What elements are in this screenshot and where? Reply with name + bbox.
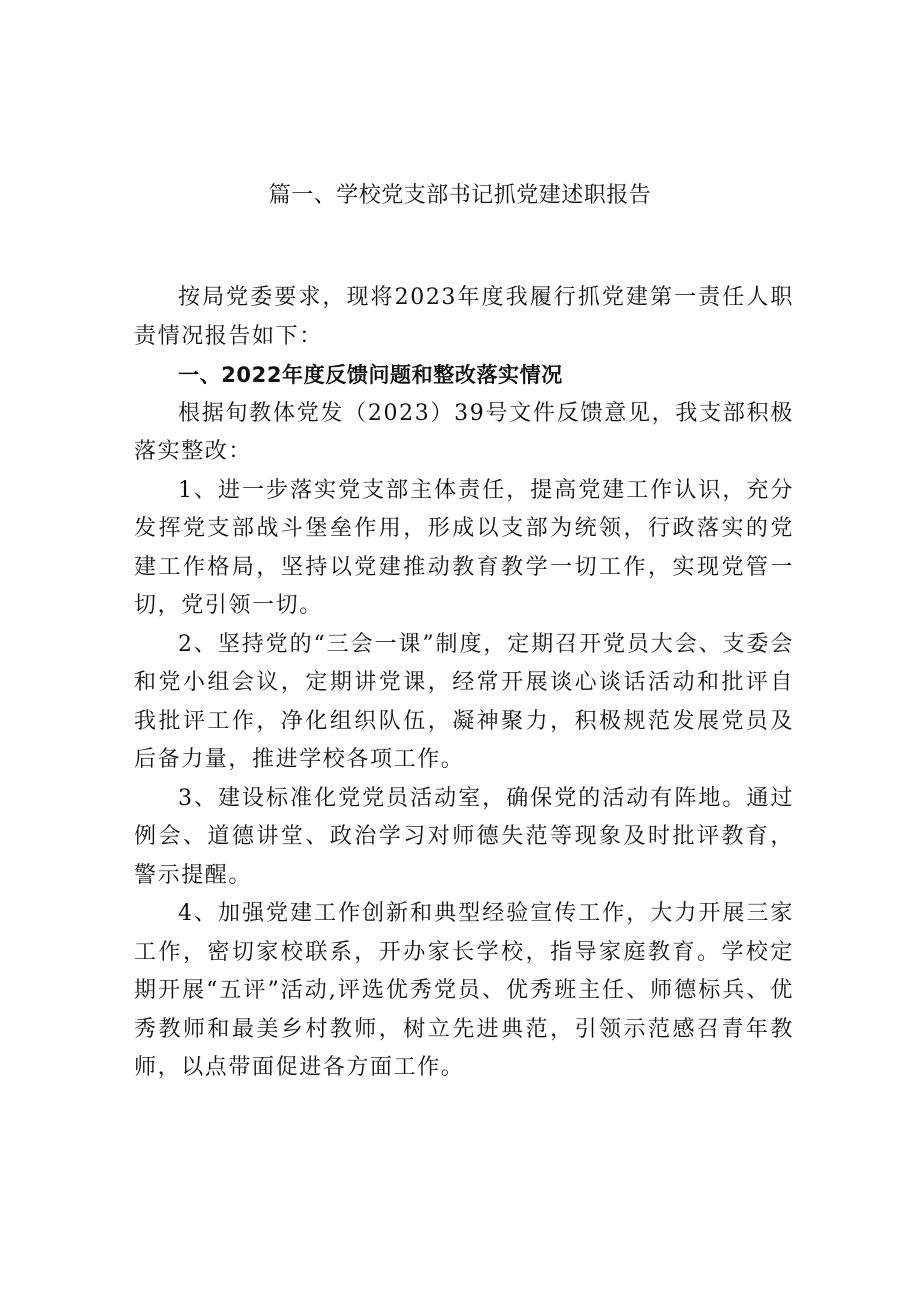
paragraph-item-2: 2、坚持党的“三会一课”制度，定期召开党员大会、支委会和党小组会议，定期讲党课，经常开展谈心谈话活动和批评自我批评工作，净化组织队伍，凝神聚力，积极规范发展党员及后备力量，推进学校各项工作。 xyxy=(134,631,794,772)
paragraph-item-4: 4、加强党建工作创新和典型经验宣传工作，大力开展三家工作，密切家校联系，开办家长学校，指导家庭教育。学校定期开展“五评”活动,评选优秀党员、优秀班主任、师德标兵、优秀教师和最美乡村教师，树立先进典范，引领示范感召青年教师，以点带面促进各方面工作。 xyxy=(134,901,794,1080)
paragraph-intro: 按局党委要求，现将2023年度我履行抓党建第一责任人职责情况报告如下： xyxy=(134,285,794,349)
document-title: 篇一、学校党支部书记抓党建述职报告 xyxy=(268,183,652,208)
paragraph-item-3: 3、建设标准化党党员活动室，确保党的活动有阵地。通过例会、道德讲堂、政治学习对师德失范等现象及时批评教育，警示提醒。 xyxy=(134,785,794,888)
paragraph-feedback: 根据旬教体党发（2023）39号文件反馈意见，我支部积极落实整改： xyxy=(134,400,794,464)
document-body xyxy=(134,279,794,1088)
paragraph-item-1: 1、进一步落实党支部主体责任，提高党建工作认识，充分发挥党支部战斗堡垒作用，形成以支部为统领，行政落实的党建工作格局，坚持以党建推动教育教学一切工作，实现党管一切，党引领一切。 xyxy=(134,477,794,618)
section-heading-1: 一、2022年度反馈问题和整改落实情况 xyxy=(178,363,563,387)
